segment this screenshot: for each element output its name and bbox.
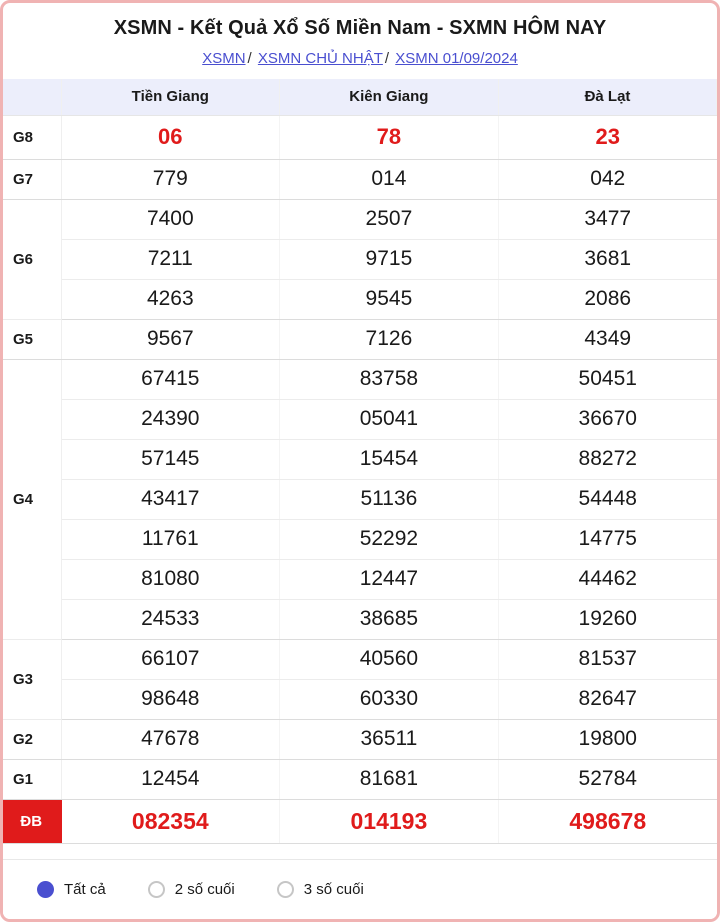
table-row	[3, 115, 717, 159]
prize-label: G1	[3, 759, 61, 799]
prize-number: 7211	[61, 239, 280, 279]
table-corner-cell	[3, 79, 61, 115]
table-row	[3, 519, 717, 559]
prize-number: 9715	[280, 239, 499, 279]
province-header-1: Kiên Giang	[280, 79, 499, 115]
prize-label: G8	[3, 115, 61, 159]
prize-number: 52784	[498, 759, 717, 799]
prize-number: 19260	[498, 599, 717, 639]
prize-number: 23	[498, 115, 717, 159]
prize-number: 014	[280, 159, 499, 199]
prize-number: 57145	[61, 439, 280, 479]
prize-number: 4263	[61, 279, 280, 319]
prize-number: 2086	[498, 279, 717, 319]
prize-number: 05041	[280, 399, 499, 439]
prize-number: 60330	[280, 679, 499, 719]
prize-label: G7	[3, 159, 61, 199]
table-row	[3, 759, 717, 799]
breadcrumb-item-xsmn[interactable]: XSMN	[202, 50, 246, 67]
filter-label-2-digits: 2 số cuối	[174, 881, 235, 898]
prize-number: 3681	[498, 239, 717, 279]
table-row	[3, 599, 717, 639]
prize-label: G6	[3, 199, 61, 319]
table-row	[3, 279, 717, 319]
prize-number: 38685	[280, 599, 499, 639]
prize-number: 082354	[61, 799, 280, 843]
table-row	[3, 679, 717, 719]
radio-icon-3-digits[interactable]	[277, 881, 294, 898]
prize-number: 498678	[498, 799, 717, 843]
prize-number: 44462	[498, 559, 717, 599]
province-header-0: Tiền Giang	[61, 79, 280, 115]
prize-number: 779	[61, 159, 280, 199]
prize-number: 40560	[280, 639, 499, 679]
prize-number: 7126	[280, 319, 499, 359]
prize-number: 47678	[61, 719, 280, 759]
prize-number: 36511	[280, 719, 499, 759]
filter-label-3-digits: 3 số cuối	[303, 881, 364, 898]
prize-number: 52292	[280, 519, 499, 559]
prize-label: G3	[3, 639, 61, 719]
table-row	[3, 639, 717, 679]
prize-number: 81537	[498, 639, 717, 679]
table-row	[3, 199, 717, 239]
prize-number: 67415	[61, 359, 280, 399]
prize-number: 7400	[61, 199, 280, 239]
table-row	[3, 559, 717, 599]
province-header-2: Đà Lạt	[498, 79, 717, 115]
table-row	[3, 359, 717, 399]
prize-number: 81080	[61, 559, 280, 599]
radio-icon-2-digits[interactable]	[148, 881, 165, 898]
filter-option-3-digits[interactable]	[277, 881, 364, 898]
prize-number: 43417	[61, 479, 280, 519]
breadcrumb-item-date[interactable]: XSMN 01/09/2024	[395, 50, 518, 67]
prize-label: ĐB	[3, 799, 61, 843]
page-title: XSMN - Kết Quả Xổ Số Miền Nam - SXMN HÔM NAY	[113, 17, 607, 39]
breadcrumb-item-weekday[interactable]: XSMN CHỦ NHẬT	[257, 50, 383, 67]
filter-bar	[3, 859, 717, 919]
prize-number: 12454	[61, 759, 280, 799]
results-body	[3, 115, 717, 843]
radio-icon-all[interactable]	[37, 881, 54, 898]
prize-number: 15454	[280, 439, 499, 479]
breadcrumb-separator-2: /	[384, 50, 390, 67]
prize-label: G5	[3, 319, 61, 359]
prize-number: 14775	[498, 519, 717, 559]
prize-number: 2507	[280, 199, 499, 239]
prize-number: 12447	[280, 559, 499, 599]
prize-number: 82647	[498, 679, 717, 719]
breadcrumb	[3, 50, 717, 67]
prize-number: 98648	[61, 679, 280, 719]
table-row	[3, 319, 717, 359]
prize-number: 014193	[280, 799, 499, 843]
table-row	[3, 439, 717, 479]
table-row	[3, 479, 717, 519]
prize-number: 06	[61, 115, 280, 159]
prize-number: 4349	[498, 319, 717, 359]
prize-number: 36670	[498, 399, 717, 439]
prize-number: 81681	[280, 759, 499, 799]
prize-number: 78	[280, 115, 499, 159]
prize-number: 88272	[498, 439, 717, 479]
table-row	[3, 239, 717, 279]
table-row	[3, 159, 717, 199]
prize-number: 83758	[280, 359, 499, 399]
prize-number: 51136	[280, 479, 499, 519]
table-row	[3, 719, 717, 759]
prize-number: 24533	[61, 599, 280, 639]
prize-number: 19800	[498, 719, 717, 759]
prize-number: 24390	[61, 399, 280, 439]
page-header	[3, 3, 717, 67]
table-row	[3, 399, 717, 439]
prize-number: 9567	[61, 319, 280, 359]
filter-option-2-digits[interactable]	[148, 881, 235, 898]
prize-label: G2	[3, 719, 61, 759]
table-row	[3, 799, 717, 843]
breadcrumb-separator-1: /	[247, 50, 252, 67]
prize-number: 50451	[498, 359, 717, 399]
prize-number: 3477	[498, 199, 717, 239]
table-header-row	[3, 79, 717, 115]
filter-option-all[interactable]	[37, 881, 106, 898]
prize-number: 11761	[61, 519, 280, 559]
prize-label: G4	[3, 359, 61, 639]
results-table	[3, 79, 717, 844]
prize-number: 042	[498, 159, 717, 199]
prize-number: 54448	[498, 479, 717, 519]
filter-label-all: Tất cả	[64, 881, 106, 898]
prize-number: 9545	[280, 279, 499, 319]
prize-number: 66107	[61, 639, 280, 679]
